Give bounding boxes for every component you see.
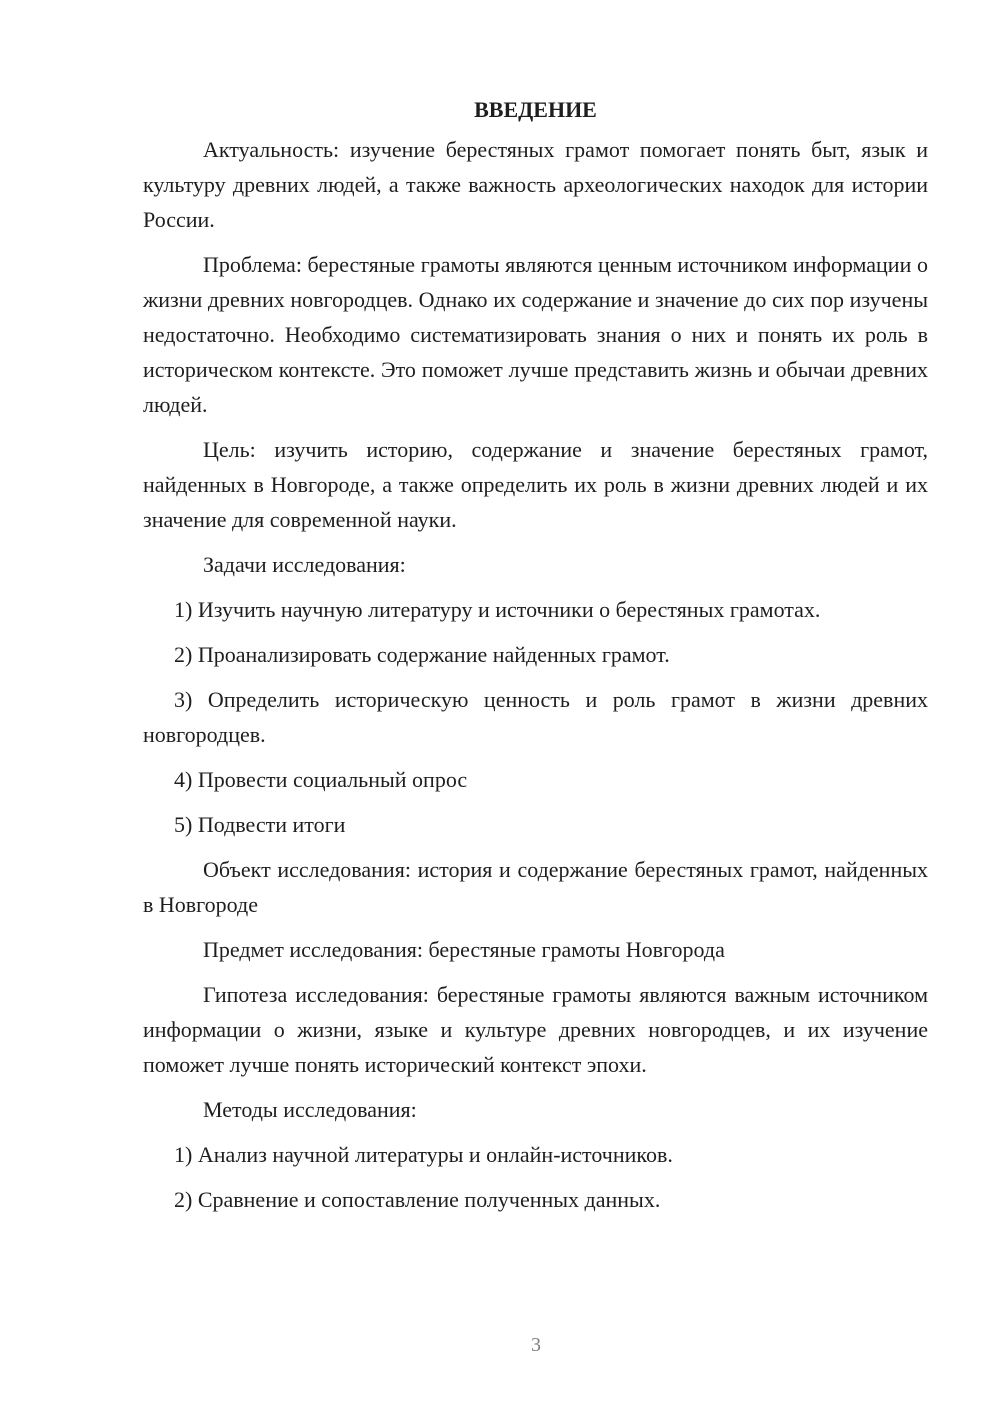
goal-paragraph: Цель: изучить историю, содержание и значение берестяных грамот, найденных в Новгороде, а также определить их роль в жизни древних людей и их значение для современной науки. xyxy=(143,437,928,532)
subject-paragraph: Предмет исследования: берестяные грамоты Новгорода xyxy=(203,937,725,962)
task-item-5: 5) Подвести итоги xyxy=(174,812,346,837)
task-item-3: 3) Определить историческую ценность и роль грамот в жизни древних новгородцев. xyxy=(143,687,928,747)
relevance-paragraph: Актуальность: изучение берестяных грамот помогает понять быт, язык и культуру древних людей, а также важность археологических находок для истории России. xyxy=(143,137,928,232)
tasks-label: Задачи исследования: xyxy=(203,552,406,577)
object-paragraph: Объект исследования: история и содержание берестяных грамот, найденных в Новгороде xyxy=(143,857,928,917)
task-item-4: 4) Провести социальный опрос xyxy=(174,767,468,792)
hypothesis-paragraph: Гипотеза исследования: берестяные грамоты являются важным источником информации о жизни, языке и культуре древних новгородцев, и их изучение поможет лучше понять исторический контекст эпохи. xyxy=(143,982,928,1077)
task-item-2: 2) Проанализировать содержание найденных грамот. xyxy=(174,642,670,667)
page-number: 3 xyxy=(531,1334,541,1356)
methods-label: Методы исследования: xyxy=(203,1097,417,1122)
task-item-1: 1) Изучить научную литературу и источники о берестяных грамотах. xyxy=(174,597,821,622)
document-page xyxy=(143,92,928,1227)
page-title: ВВЕДЕНИЕ xyxy=(474,97,597,122)
method-item-1: 1) Анализ научной литературы и онлайн-источников. xyxy=(174,1142,673,1167)
method-item-2: 2) Сравнение и сопоставление полученных данных. xyxy=(174,1187,661,1212)
problem-paragraph: Проблема: берестяные грамоты являются ценным источником информации о жизни древних новгородцев. Однако их содержание и значение до сих пор изучены недостаточно. Необходимо систематизировать знания о них и понять их роль в историческом контексте. Это поможет лучше представить жизнь и обычаи древних людей. xyxy=(143,252,928,417)
